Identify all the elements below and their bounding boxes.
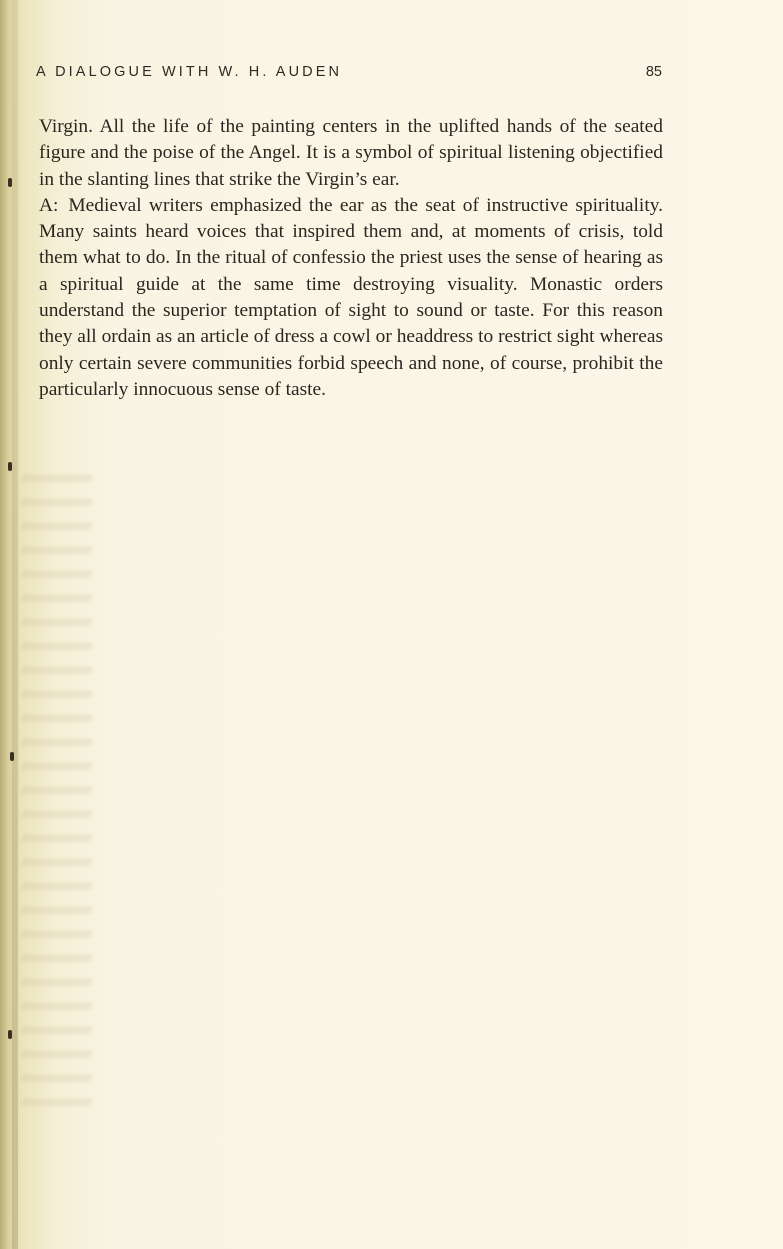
paragraph [39,193,663,403]
speaker-label: A: [39,194,59,216]
print-speck [10,752,14,761]
bleed-through-text [22,460,92,1120]
paragraph-text: Medieval writers emphasized the ear as the seat of instructive spirituality. Many saints heard voices that inspired them and, at moments of crisis, told them what to do. In the ritual of confessio the priest uses the sense of hearing as a spiritual guide at the same time destroying visuality. Monastic orders understand the superior temptation of sight to sound or taste. For this reason they all ordain as an article of dress a cowl or headdress to restrict sight whereas only certain severe communities forbid speech and none, of course, prohibit the particularly innocuous sense of taste. [39,194,663,400]
paragraph: Virgin. All the life of the painting centers in the uplifted hands of the seated figure and the poise of the Angel. It is a symbol of spiritual listening objectified in the slanting lines that strike the Virgin’s ear. [39,116,663,190]
print-speck [8,1030,12,1039]
print-speck [8,178,12,187]
print-speck [8,462,12,471]
page-header [36,64,662,86]
binding-shadow [12,0,18,1249]
page-number: 85 [645,64,662,80]
body-text [39,114,663,403]
running-head: A DIALOGUE WITH W. H. AUDEN [36,64,343,80]
